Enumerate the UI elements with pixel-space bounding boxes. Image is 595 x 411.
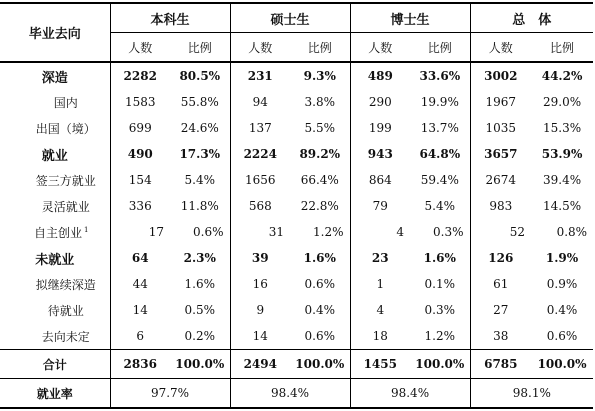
ratio-cell: 29.0% xyxy=(542,95,582,109)
ratio-cell: 0.1% xyxy=(424,277,456,291)
ratio-cell: 1.9% xyxy=(545,251,579,265)
total-cell: 2494 xyxy=(230,350,290,379)
count-cell: 1583 xyxy=(110,89,170,115)
subhead-count: 人数 xyxy=(110,33,170,63)
ratio-cell: 64.8% xyxy=(419,147,461,161)
count-cell: 1 xyxy=(350,271,410,297)
row-label-text: 拟继续深造 xyxy=(35,277,96,292)
table-body xyxy=(0,62,593,350)
subhead-ratio: 比例 xyxy=(187,40,212,55)
ratio-cell: 55.8% xyxy=(180,95,219,109)
count-cell: 2224 xyxy=(230,141,290,167)
ratio-cell: 19.9% xyxy=(420,95,459,109)
count-cell: 31 xyxy=(230,219,290,245)
ratio-cell: 33.6% xyxy=(419,69,461,83)
count-cell: 2282 xyxy=(110,62,170,89)
ratio-cell: 2.3% xyxy=(183,251,216,265)
subhead-ratio: 比例 xyxy=(550,40,575,55)
count-cell: 983 xyxy=(470,193,531,219)
table-row xyxy=(0,141,593,167)
table-row xyxy=(0,115,593,141)
row-label-text: 深造 xyxy=(41,70,68,86)
count-cell: 52 xyxy=(470,219,531,245)
row-label xyxy=(0,167,110,193)
count-cell: 490 xyxy=(110,141,170,167)
ratio-cell: 1.6% xyxy=(184,277,215,291)
row-label-text: 待就业 xyxy=(47,303,84,318)
count-cell: 27 xyxy=(470,297,531,323)
group-header-master: 硕士生 xyxy=(230,3,350,33)
count-cell: 18 xyxy=(350,323,410,350)
ratio-cell: 24.6% xyxy=(180,121,219,135)
count-cell: 154 xyxy=(110,167,170,193)
ratio-cell: 0.9% xyxy=(546,277,578,291)
row-label xyxy=(0,245,110,271)
total-cell: 2836 xyxy=(110,350,170,379)
count-cell: 290 xyxy=(350,89,410,115)
ratio-cell: 5.5% xyxy=(304,121,336,135)
row-label xyxy=(0,193,110,219)
count-cell: 6 xyxy=(110,323,170,350)
table-row xyxy=(0,167,593,193)
row-label xyxy=(0,323,110,350)
count-cell: 17 xyxy=(110,219,170,245)
count-cell: 1035 xyxy=(470,115,531,141)
count-cell: 199 xyxy=(350,115,410,141)
ratio-cell: 0.3% xyxy=(433,225,464,239)
total-row xyxy=(0,350,593,379)
total-cell: 100.0% xyxy=(415,357,465,371)
count-cell: 3002 xyxy=(470,62,531,89)
ratio-cell: 66.4% xyxy=(300,173,339,187)
group-header-overall: 总 体 xyxy=(470,3,593,33)
graduation-destination-table xyxy=(0,2,593,409)
table-row xyxy=(0,297,593,323)
count-cell: 137 xyxy=(230,115,290,141)
ratio-cell: 13.7% xyxy=(420,121,459,135)
count-cell: 3657 xyxy=(470,141,531,167)
group-header-undergrad: 本科生 xyxy=(110,3,230,33)
subhead-ratio: 比例 xyxy=(307,40,332,55)
ratio-cell: 0.3% xyxy=(424,303,456,317)
table-row xyxy=(0,62,593,89)
ratio-cell: 0.8% xyxy=(556,225,588,239)
count-cell: 1967 xyxy=(470,89,531,115)
ratio-cell: 0.2% xyxy=(184,329,215,343)
total-cell: 1455 xyxy=(350,350,410,379)
ratio-cell: 0.6% xyxy=(546,329,578,343)
employment-rate-undergrad: 97.7% xyxy=(110,379,230,409)
count-cell: 2674 xyxy=(470,167,531,193)
ratio-cell: 17.3% xyxy=(179,147,221,161)
table-row xyxy=(0,193,593,219)
ratio-cell: 0.6% xyxy=(304,277,336,291)
row-label xyxy=(0,297,110,323)
row-label xyxy=(0,115,110,141)
total-cell: 100.0% xyxy=(175,357,225,371)
count-cell: 64 xyxy=(110,245,170,271)
header-row-groups xyxy=(0,3,593,33)
row-label-text: 就业 xyxy=(41,148,68,164)
ratio-cell: 80.5% xyxy=(179,69,221,83)
row-label xyxy=(0,62,110,89)
ratio-cell: 15.3% xyxy=(542,121,582,135)
ratio-cell: 3.8% xyxy=(304,95,336,109)
total-cell: 100.0% xyxy=(537,357,587,371)
count-cell: 14 xyxy=(230,323,290,350)
count-cell: 23 xyxy=(350,245,410,271)
ratio-cell: 1.2% xyxy=(424,329,456,343)
total-label: 合计 xyxy=(42,357,67,372)
row-label-text: 出国（境） xyxy=(35,121,96,136)
employment-rate-master: 98.4% xyxy=(230,379,350,409)
count-cell: 44 xyxy=(110,271,170,297)
ratio-cell: 0.6% xyxy=(193,225,224,239)
count-cell: 864 xyxy=(350,167,410,193)
table-row xyxy=(0,245,593,271)
table-row xyxy=(0,89,593,115)
row-label-text: 未就业 xyxy=(35,252,75,268)
count-cell: 61 xyxy=(470,271,531,297)
corner-header: 毕业去向 xyxy=(28,27,81,42)
ratio-cell: 0.4% xyxy=(546,303,578,317)
ratio-cell: 22.8% xyxy=(300,199,339,213)
row-label-text: 签三方就业 xyxy=(35,173,96,188)
count-cell: 336 xyxy=(110,193,170,219)
ratio-cell: 59.4% xyxy=(420,173,459,187)
ratio-cell: 53.9% xyxy=(541,147,583,161)
table-row xyxy=(0,323,593,350)
count-cell: 9 xyxy=(230,297,290,323)
count-cell: 14 xyxy=(110,297,170,323)
ratio-cell: 1.6% xyxy=(303,251,336,265)
count-cell: 568 xyxy=(230,193,290,219)
row-label xyxy=(0,89,110,115)
ratio-cell: 1.6% xyxy=(423,251,456,265)
count-cell: 1656 xyxy=(230,167,290,193)
count-cell: 231 xyxy=(230,62,290,89)
row-label xyxy=(0,271,110,297)
ratio-cell: 11.8% xyxy=(180,199,219,213)
employment-rate-label: 就业率 xyxy=(36,386,73,401)
group-header-doctor: 博士生 xyxy=(350,3,470,33)
count-cell: 4 xyxy=(350,219,410,245)
ratio-cell: 9.3% xyxy=(303,69,336,83)
employment-rate-row xyxy=(0,379,593,409)
table-row xyxy=(0,219,593,245)
ratio-cell: 0.4% xyxy=(304,303,336,317)
employment-rate-doctor: 98.4% xyxy=(350,379,470,409)
subhead-ratio: 比例 xyxy=(427,40,452,55)
subhead-count: 人数 xyxy=(230,33,290,63)
count-cell: 126 xyxy=(470,245,531,271)
ratio-cell: 5.4% xyxy=(424,199,456,213)
row-label-text: 灵活就业 xyxy=(41,199,90,214)
count-cell: 16 xyxy=(230,271,290,297)
footnote-marker: 1 xyxy=(84,225,89,234)
row-label-text: 国内 xyxy=(53,95,78,110)
total-cell: 6785 xyxy=(470,350,531,379)
count-cell: 94 xyxy=(230,89,290,115)
count-cell: 79 xyxy=(350,193,410,219)
employment-rate-overall: 98.1% xyxy=(470,379,593,409)
count-cell: 38 xyxy=(470,323,531,350)
count-cell: 39 xyxy=(230,245,290,271)
ratio-cell: 89.2% xyxy=(299,147,341,161)
subhead-count: 人数 xyxy=(350,33,410,63)
row-label xyxy=(0,219,110,245)
row-label-text: 去向未定 xyxy=(41,329,90,344)
row-label-text: 自主创业 xyxy=(34,225,83,240)
ratio-cell: 5.4% xyxy=(184,173,215,187)
row-label xyxy=(0,141,110,167)
ratio-cell: 39.4% xyxy=(542,173,582,187)
count-cell: 699 xyxy=(110,115,170,141)
count-cell: 489 xyxy=(350,62,410,89)
ratio-cell: 1.2% xyxy=(313,225,344,239)
subhead-count: 人数 xyxy=(470,33,531,63)
count-cell: 4 xyxy=(350,297,410,323)
ratio-cell: 0.6% xyxy=(304,329,336,343)
ratio-cell: 44.2% xyxy=(541,69,583,83)
count-cell: 943 xyxy=(350,141,410,167)
total-cell: 100.0% xyxy=(295,357,345,371)
ratio-cell: 14.5% xyxy=(542,199,582,213)
table-row xyxy=(0,271,593,297)
ratio-cell: 0.5% xyxy=(184,303,215,317)
